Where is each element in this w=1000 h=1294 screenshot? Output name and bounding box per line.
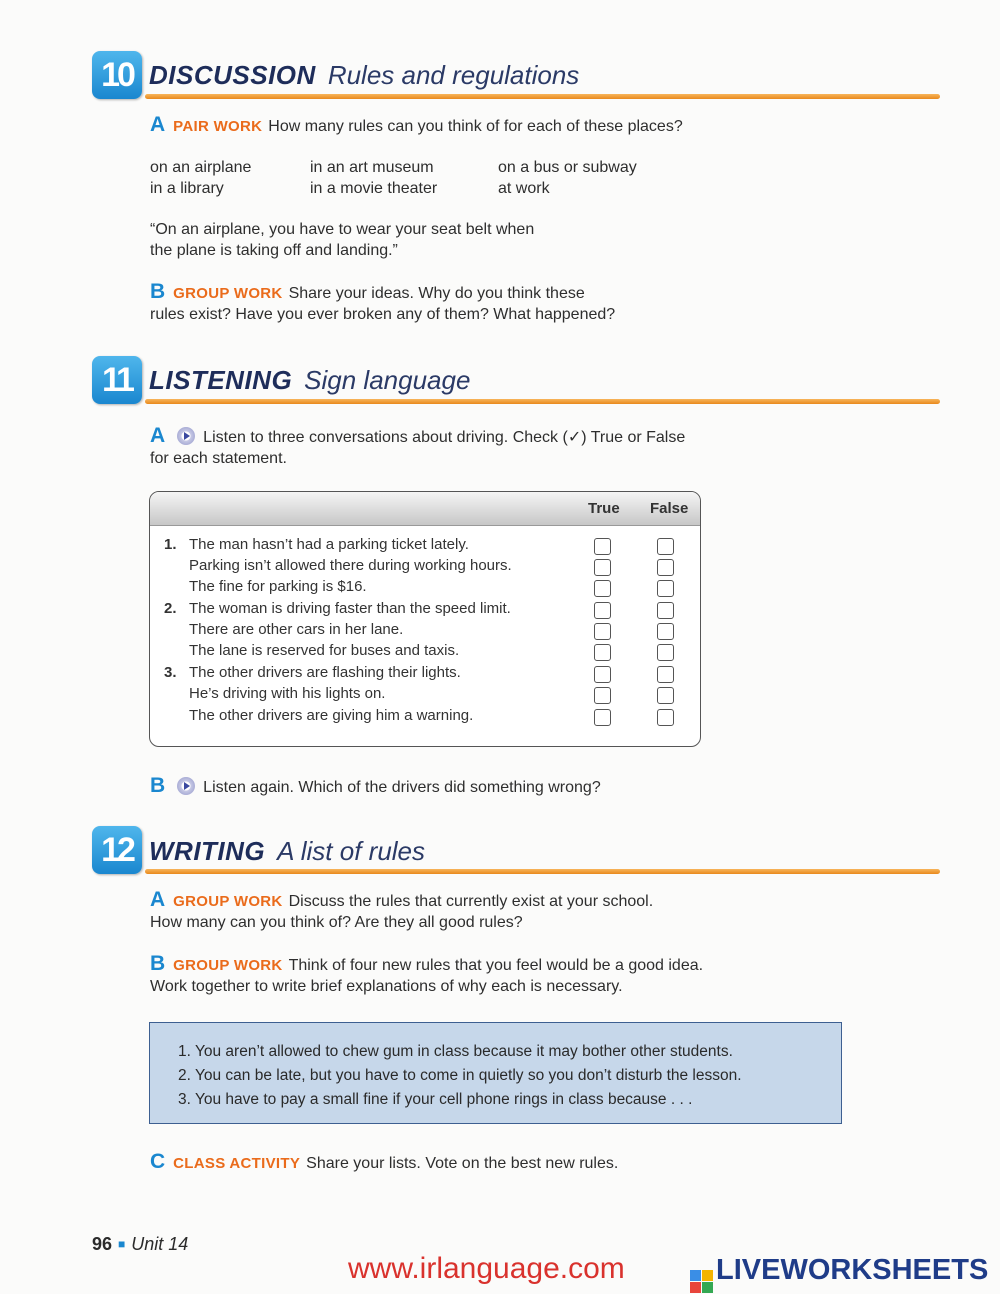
section-12-rule: [145, 869, 940, 874]
instruction-text: How many can you think of? Are they all good rules?: [150, 914, 523, 931]
false-checkbox[interactable]: [657, 623, 674, 640]
false-checkbox[interactable]: [657, 559, 674, 576]
activity-label: CLASS ACTIVITY: [173, 1155, 301, 1172]
section-11-heading: [149, 365, 470, 396]
section-11-keyword: LISTENING: [149, 365, 293, 395]
false-checkbox[interactable]: [657, 602, 674, 619]
statement-row: [150, 621, 700, 642]
section-12-a-instruction: [150, 889, 653, 912]
instruction-text: Discuss the rules that currently exist at your school.: [288, 893, 654, 910]
brand-text: LIVEWORKSHEETS: [716, 1254, 989, 1286]
example-rules-box: [149, 1022, 842, 1124]
section-10-heading: [149, 60, 579, 91]
example-quote-line: the plane is taking off and landing.”: [150, 242, 398, 259]
false-checkbox[interactable]: [657, 644, 674, 661]
true-checkbox[interactable]: [594, 623, 611, 640]
statement-text: Parking isn’t allowed there during working hours.: [189, 557, 512, 574]
false-checkbox[interactable]: [657, 709, 674, 726]
true-checkbox[interactable]: [594, 602, 611, 619]
section-11-subtitle: Sign language: [304, 365, 471, 395]
statement-row: [150, 557, 700, 578]
true-false-table: [149, 491, 701, 747]
audio-play-icon[interactable]: [177, 427, 195, 445]
column-true: True: [588, 500, 620, 517]
section-12-subtitle: A list of rules: [277, 836, 426, 866]
section-12-c-instruction: [150, 1151, 618, 1174]
activity-label: PAIR WORK: [173, 118, 263, 135]
statement-row: [150, 578, 700, 599]
audio-play-icon[interactable]: [177, 777, 195, 795]
true-checkbox[interactable]: [594, 709, 611, 726]
unit-label: Unit 14: [131, 1234, 189, 1254]
false-checkbox[interactable]: [657, 666, 674, 683]
section-10-number: 10: [92, 51, 142, 99]
section-12-b-instruction: [150, 953, 703, 976]
instruction-text: Share your lists. Vote on the best new rules.: [306, 1155, 619, 1172]
statement-row: [150, 664, 700, 685]
liveworksheets-brand[interactable]: [690, 1254, 988, 1293]
instruction-text: Think of four new rules that you feel would be a good idea.: [288, 957, 704, 974]
true-checkbox[interactable]: [594, 580, 611, 597]
section-11-number: 11: [92, 356, 142, 404]
activity-label: GROUP WORK: [173, 957, 283, 974]
instruction-text: Listen again. Which of the drivers did something wrong?: [203, 779, 601, 796]
rule-item: 2. You can be late, but you have to come in quietly so you don’t disturb the lesson.: [178, 1067, 742, 1084]
table-header: [150, 492, 700, 526]
section-10-a-instruction: [150, 114, 683, 137]
exercise-letter: B: [150, 280, 166, 303]
page-footer: [92, 1234, 188, 1255]
section-11-a-instruction: [150, 425, 685, 448]
instruction-text: rules exist? Have you ever broken any of them? What happened?: [150, 306, 616, 323]
place-item: in an art museum: [310, 159, 434, 176]
statement-text: The other drivers are giving him a warning.: [189, 707, 474, 724]
statement-number: 2.: [164, 600, 177, 617]
section-12-heading: [149, 836, 425, 867]
exercise-letter: B: [150, 952, 166, 975]
true-checkbox[interactable]: [594, 666, 611, 683]
section-11-rule: [145, 399, 940, 404]
true-checkbox[interactable]: [594, 687, 611, 704]
statement-row: [150, 685, 700, 706]
place-item: on a bus or subway: [498, 159, 637, 176]
false-checkbox[interactable]: [657, 687, 674, 704]
true-checkbox[interactable]: [594, 559, 611, 576]
watermark-url[interactable]: www.irlanguage.com: [348, 1252, 625, 1285]
place-item: at work: [498, 180, 550, 197]
section-12-number: 12: [92, 826, 142, 874]
section-12-keyword: WRITING: [149, 836, 266, 866]
section-10-keyword: DISCUSSION: [149, 60, 316, 90]
page-number: 96: [92, 1234, 113, 1254]
instruction-text: How many rules can you think of for each of these places?: [268, 118, 683, 135]
statement-row: [150, 600, 700, 621]
exercise-letter: A: [150, 113, 166, 136]
statement-text: The fine for parking is $16.: [189, 578, 367, 595]
statement-row: [150, 642, 700, 663]
true-checkbox[interactable]: [594, 644, 611, 661]
statement-number: 3.: [164, 664, 177, 681]
exercise-letter: C: [150, 1150, 166, 1173]
statement-text: He’s driving with his lights on.: [189, 685, 386, 702]
place-item: in a library: [150, 180, 224, 197]
example-quote-line: “On an airplane, you have to wear your seat belt when: [150, 221, 535, 238]
exercise-letter: A: [150, 888, 166, 911]
separator-square: ■: [118, 1237, 126, 1251]
statement-text: The other drivers are flashing their lights.: [189, 664, 461, 681]
section-10-subtitle: Rules and regulations: [327, 60, 580, 90]
place-item: on an airplane: [150, 159, 252, 176]
instruction-text: Share your ideas. Why do you think these: [288, 285, 585, 302]
activity-label: GROUP WORK: [173, 285, 283, 302]
section-10-rule: [145, 94, 940, 99]
statement-number: 1.: [164, 536, 177, 553]
exercise-letter: A: [150, 424, 166, 447]
instruction-text: Work together to write brief explanations of why each is necessary.: [150, 978, 623, 995]
place-item: in a movie theater: [310, 180, 438, 197]
section-11-b-instruction: [150, 775, 601, 798]
statement-row: [150, 536, 700, 557]
section-10-b-instruction: [150, 281, 585, 304]
statement-row: [150, 707, 700, 728]
column-false: False: [650, 500, 689, 517]
statement-text: The woman is driving faster than the speed limit.: [189, 600, 511, 617]
instruction-text: Listen to three conversations about driving. Check (✓) True or False: [203, 429, 686, 446]
true-checkbox[interactable]: [594, 538, 611, 555]
liveworksheets-logo-icon: [690, 1270, 713, 1293]
activity-label: GROUP WORK: [173, 893, 283, 910]
statement-text: There are other cars in her lane.: [189, 621, 404, 638]
false-checkbox[interactable]: [657, 580, 674, 597]
statement-text: The lane is reserved for buses and taxis.: [189, 642, 460, 659]
rule-item: 1. You aren’t allowed to chew gum in class because it may bother other students.: [178, 1043, 733, 1060]
statement-text: The man hasn’t had a parking ticket lately.: [189, 536, 469, 553]
false-checkbox[interactable]: [657, 538, 674, 555]
rule-item: 3. You have to pay a small fine if your cell phone rings in class because . . .: [178, 1091, 693, 1108]
exercise-letter: B: [150, 774, 166, 797]
instruction-text: for each statement.: [150, 450, 287, 467]
